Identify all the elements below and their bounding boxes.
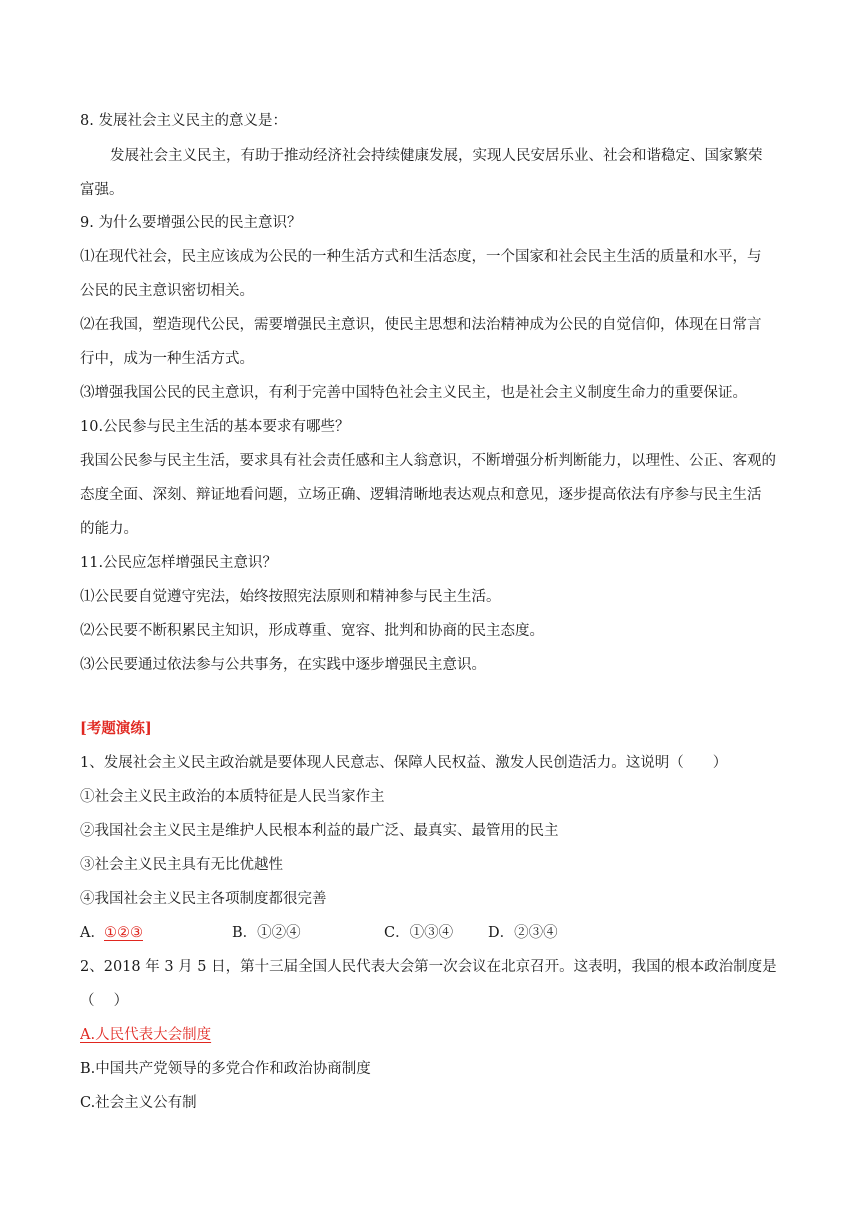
q10-body-line-2: 态度全面、深刻、辩证地看问题，立场正确、逻辑清晰地表达观点和意见，逐步提高依法有序参与民主生活 bbox=[80, 487, 762, 503]
q8-body-line-1: 发展社会主义民主，有助于推动经济社会持续健康发展，实现人民安居乐业、社会和谐稳定、国家繁荣 bbox=[110, 148, 763, 164]
exercise-heading: [考题演练] bbox=[80, 720, 152, 737]
exercise-1-statement-2: ②我国社会主义民主是维护人民根本利益的最广泛、最真实、最管用的民主 bbox=[80, 823, 559, 839]
exercise-2-stem-line-1: 2、2018 年 3 月 5 日，第十三届全国人民代表大会第一次会议在北京召开。这表明，我国的根本政治制度是 bbox=[80, 959, 777, 975]
exercise-2-stem-line-2: （ ） bbox=[80, 993, 129, 1009]
exercise-1-statement-1: ①社会主义民主政治的本质特征是人民当家作主 bbox=[80, 789, 385, 805]
exercise-1-option-c: C．①③④ bbox=[384, 925, 454, 941]
q11-point-2: ⑵公民要不断积累民主知识，形成尊重、宽容、批判和协商的民主态度。 bbox=[80, 623, 544, 639]
q10-title: 10.公民参与民主生活的基本要求有哪些？ bbox=[80, 419, 350, 435]
q9-point-2-line-2: 行中，成为一种生活方式。 bbox=[80, 351, 254, 367]
exercise-1-option-a-answer: ①②③ bbox=[104, 925, 143, 941]
exercise-2-option-c: C.社会主义公有制 bbox=[80, 1095, 197, 1111]
q10-body-line-1: 我国公民参与民主生活，要求具有社会责任感和主人翁意识，不断增强分析判断能力，以理性、公正、客观的 bbox=[80, 453, 776, 469]
q11-point-3: ⑶公民要通过依法参与公共事务，在实践中逐步增强民主意识。 bbox=[80, 657, 486, 673]
exercise-1-statement-4: ④我国社会主义民主各项制度都很完善 bbox=[80, 891, 327, 907]
q9-point-1-line-1: ⑴在现代社会，民主应该成为公民的一种生活方式和生活态度，一个国家和社会民主生活的质量和水平，与 bbox=[80, 249, 762, 265]
q9-point-3-line-1: ⑶增强我国公民的民主意识，有利于完善中国特色社会主义民主，也是社会主义制度生命力的重要保证。 bbox=[80, 385, 747, 401]
exercise-1-stem: 1、发展社会主义民主政治就是要体现人民意志、保障人民权益、激发人民创造活力。这说明（ ） bbox=[80, 755, 728, 771]
q11-point-1: ⑴公民要自觉遵守宪法，始终按照宪法原则和精神参与民主生活。 bbox=[80, 589, 501, 605]
q9-point-2-line-1: ⑵在我国，塑造现代公民，需要增强民主意识，使民主思想和法治精神成为公民的自觉信仰，体现在日常言 bbox=[80, 317, 762, 333]
exercise-2-option-b: B.中国共产党领导的多党合作和政治协商制度 bbox=[80, 1061, 371, 1077]
q11-title: 11.公民应怎样增强民主意识？ bbox=[80, 555, 278, 571]
exercise-2-option-a-text: A.人民代表大会制度 bbox=[80, 1027, 212, 1043]
exercise-1-option-b: B．①②④ bbox=[232, 925, 301, 941]
q8-body-line-2: 富强。 bbox=[80, 182, 124, 198]
exercise-2-option-a-answer bbox=[80, 1025, 792, 1045]
exercise-1-statement-3: ③社会主义民主具有无比优越性 bbox=[80, 857, 283, 873]
exercise-1-option-a-letter: A． bbox=[80, 925, 105, 941]
exercise-1-option-d: D．②③④ bbox=[488, 925, 558, 941]
q9-point-1-line-2: 公民的民主意识密切相关。 bbox=[80, 283, 254, 299]
q10-body-line-3: 的能力。 bbox=[80, 521, 138, 537]
q9-title: 9. 为什么要增强公民的民主意识？ bbox=[80, 215, 302, 231]
q8-title: 8. 发展社会主义民主的意义是： bbox=[80, 113, 287, 129]
